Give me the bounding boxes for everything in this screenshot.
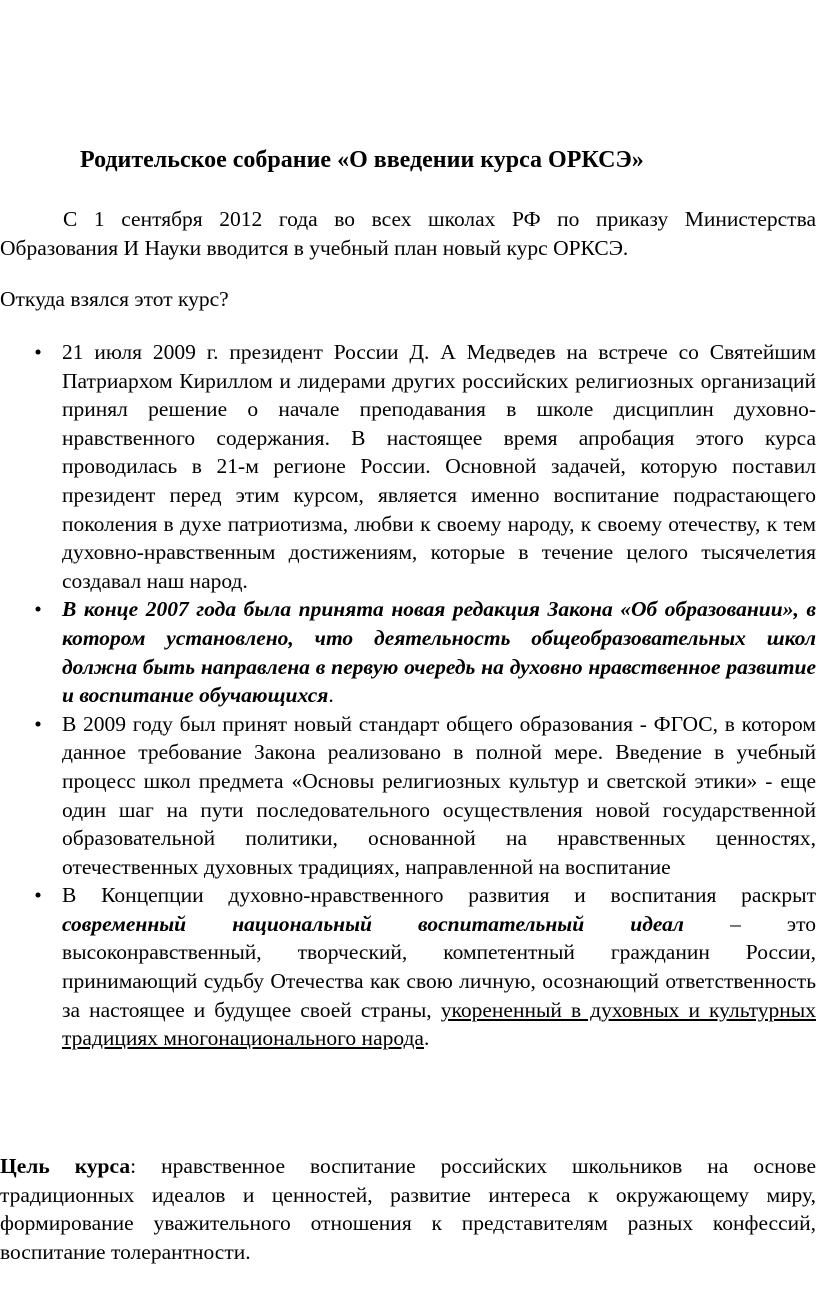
goal-text: : нравственное воспитание российских школьников на основе традиционных идеалов и ценностей, развитие интереса к окружающему миру, формирование уважительного отношения к представителям разных конфессий, воспитание толерантности. — [0, 1154, 816, 1264]
goal-paragraph — [0, 1152, 816, 1266]
bullet-text: 21 июля 2009 г. президент России Д. А Медведев на встрече со Святейшим Патриархом Кириллом и лидерами других российских религиозных организаций принял решение о начале преподавания в школе дисциплин духовно-нравственного содержания. В настоящее время апробация этого курса проводилась в 21-м регионе России. Основной задачей, которую поставил президент перед этим курсом, является именно воспитание подрастающего поколения в духе патриотизма, любви к своему народу, к своему отечеству, к тем духовно-нравственным достижениям, которые в течение целого тысячелетия создавал наш народ. — [62, 340, 816, 593]
goal-label: Цель курса — [0, 1154, 131, 1178]
bullet-tail: . — [423, 1026, 430, 1051]
bullet-list — [0, 338, 816, 1053]
list-item — [0, 338, 816, 595]
bullet-emphasis: В конце 2007 года была принята новая редакция Закона «Об образовании», в котором установлено, что деятельность общеобразовательных школ должна быть направлена в первую очередь на духовно нравственное развитие и воспитание обучающихся — [62, 597, 816, 708]
list-item — [0, 881, 816, 1053]
bullet-icon: • — [34, 340, 42, 364]
bullet-underlined: укорененный в духовных и культурных традициях многонационального народа — [62, 997, 816, 1051]
list-item — [0, 595, 816, 709]
bullet-icon: • — [34, 597, 42, 622]
bullet-lead: В Концепции духовно-нравственного развития и воспитания раскрыт — [62, 883, 816, 908]
bullet-text: В 2009 году был принят новый стандарт общего образования - ФГОС, в котором данное требование Закона реализовано в полной мере. Введение в учебный процесс школ предмета «Основы религиозных культур и светской этики» - еще один шаг на пути последовательного осуществления новой государственной образовательной политики, основанной на нравственных ценностях, отечественных духовных традициях, направленной на воспитание — [62, 711, 816, 879]
document-title: Родительское собрание «О введении курса ОРКСЭ» — [80, 147, 644, 173]
bullet-icon: • — [34, 711, 42, 736]
bullet-tail: . — [328, 683, 334, 708]
list-item — [0, 710, 816, 882]
bullet-icon: • — [34, 883, 42, 908]
intro-paragraph: С 1 сентября 2012 года во всех школах РФ по приказу Министерства Образования И Науки вводится в учебный план новый курс ОРКСЭ. — [0, 207, 816, 260]
bullet-middle: – это высоконравственный, творческий, компетентный гражданин России, принимающий судьбу Отечества как свою личную, осознающий ответственность за настоящее и будущее своей страны, — [62, 911, 816, 1022]
bullet-emphasis: современный национальный воспитательный идеал — [62, 911, 684, 936]
question-paragraph: Откуда взялся этот курс? — [0, 287, 229, 311]
